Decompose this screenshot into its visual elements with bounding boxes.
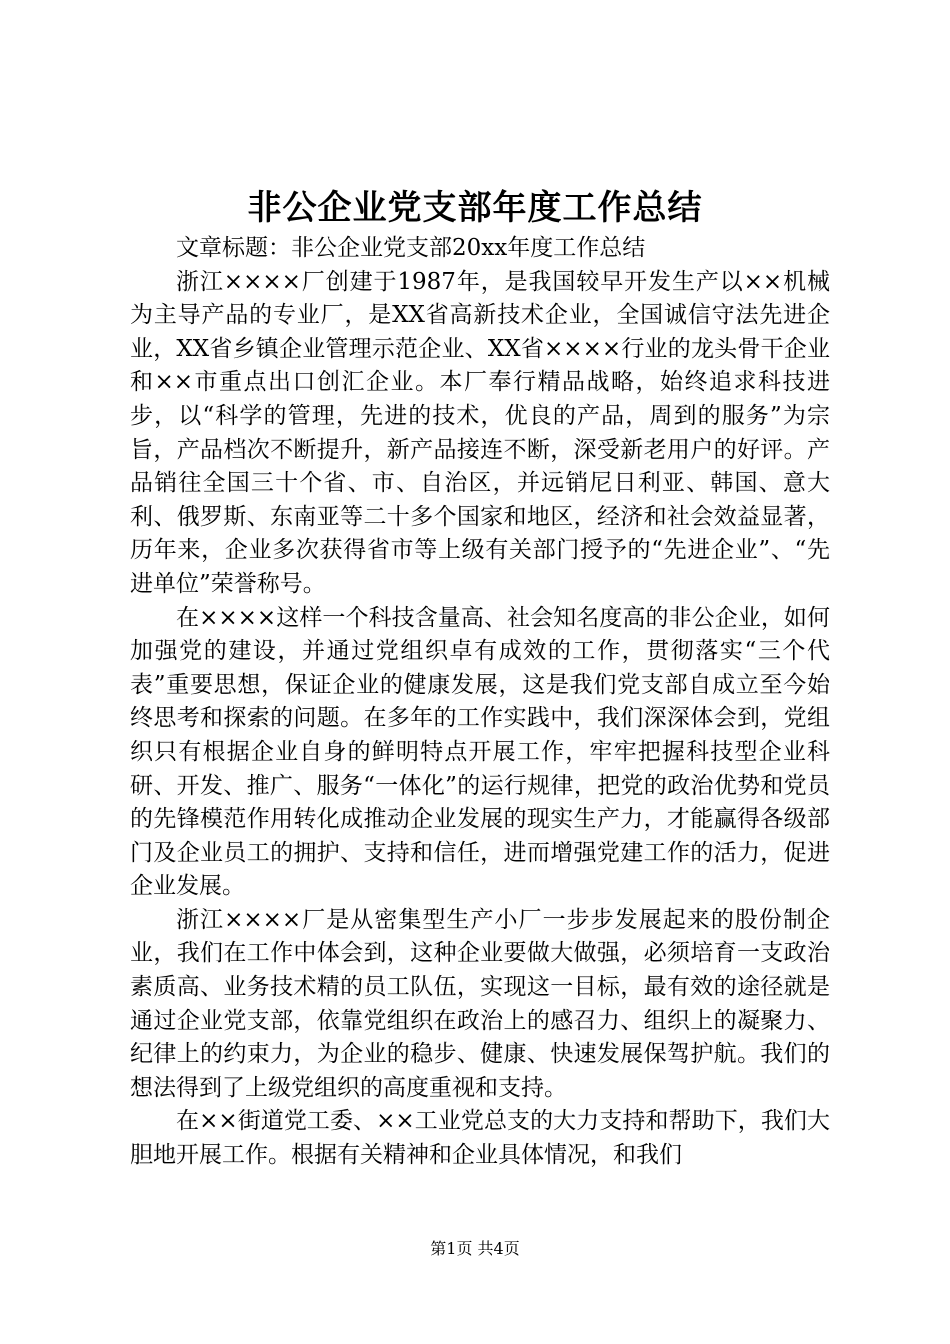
document-body xyxy=(130,232,830,1173)
paragraph-company-intro: 浙江××××厂创建于1987年，是我国较早开发生产以××机械为主导产品的专业厂，是XX省高新技术企业，全国诚信守法先进企业，XX省乡镇企业管理示范企业、XX省××××行业的龙头骨干企业和××市重点出口创汇企业。本厂奉行精品战略，始终追求科技进步，以“科学的管理，先进的技术，优良的产品，周到的服务”为宗旨，产品档次不断提升，新产品接连不断，深受新老用户的好评。产品销往全国三十个省、市、自治区，并远销尼日利亚、韩国、意大利、俄罗斯、东南亚等二十多个国家和地区，经济和社会效益显著，历年来，企业多次获得省市等上级有关部门授予的“先进企业”、“先进单位”荣誉称号。 xyxy=(130,268,830,597)
paragraph-party-building: 在××××这样一个科技含量高、社会知名度高的非公企业，如何加强党的建设，并通过党组织卓有成效的工作，贯彻落实“三个代表”重要思想，保证企业的健康发展，这是我们党支部自成立至今始终思考和探索的问题。在多年的工作实践中，我们深深体会到，党组织只有根据企业自身的鲜明特点开展工作，牢牢把握科技型企业科研、开发、推广、服务“一体化”的运行规律，把党的政治优势和党员的先锋模范作用转化成推动企业发展的现实生产力，才能赢得各级部门及企业员工的拥护、支持和信任，进而增强党建工作的活力，促进企业发展。 xyxy=(130,604,830,900)
article-title-line: 文章标题：非公企业党支部20xx年度工作总结 xyxy=(176,235,646,261)
paragraph-support: 在××街道党工委、××工业党总支的大力支持和帮助下，我们大胆地开展工作。根据有关精神和企业具体情况，和我们 xyxy=(130,1108,830,1169)
paragraph-workforce: 浙江××××厂是从密集型生产小厂一步步发展起来的股份制企业，我们在工作中体会到，这种企业要做大做强，必须培育一支政治素质高、业务技术精的员工队伍，实现这一目标，最有效的途径就是通过企业党支部，依靠党组织在政治上的感召力、组织上的凝聚力、纪律上的约束力，为企业的稳步、健康、快速发展保驾护航。我们的想法得到了上级党组织的高度重视和支持。 xyxy=(130,906,830,1101)
page-footer: 第1页 共4页 xyxy=(430,1239,520,1258)
document-title: 非公企业党支部年度工作总结 xyxy=(247,188,703,228)
